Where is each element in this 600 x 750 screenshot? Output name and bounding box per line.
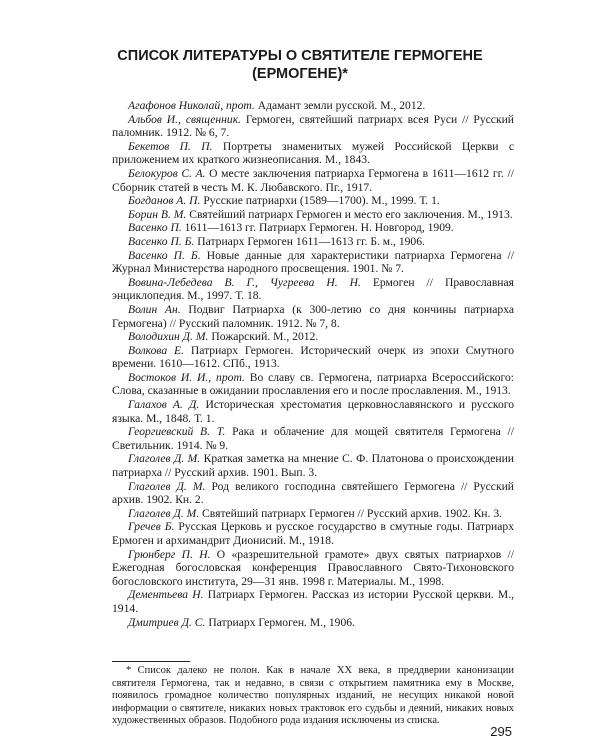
footnote: * Список далеко не полон. Как в начале ХХ века, в преддверии канонизации святителя Гермогена, так и недавно, в связи с открытием памятника ему в Москве, появилось громадное количество популярных изданий, не несущих никакой новой информации о святителе, никаких новых трактовок его судьбы и деяний, никаких новых художественных образов. Подобного рода издания исключены из списка. bbox=[112, 665, 514, 727]
entry-author: Глаголев Д. М. bbox=[128, 479, 206, 493]
page-title bbox=[100, 47, 500, 83]
entry-author: Гречев Б. bbox=[128, 520, 175, 534]
bibliography-entry bbox=[112, 452, 514, 479]
bibliography-entry bbox=[112, 371, 514, 398]
entry-text: 1611—1613 гг. Патриарх Гермоген. Н. Новгород, 1909. bbox=[181, 221, 454, 235]
entry-text: Патриарх Гермоген. Рассказ из истории Русской церкви. М., 1914. bbox=[112, 588, 514, 615]
footnote-divider bbox=[112, 661, 190, 662]
entry-author: Георгиевский В. Т. bbox=[128, 425, 226, 439]
entry-author: Грюнберг П. Н. bbox=[128, 547, 211, 561]
entry-author: Галахов А. Д. bbox=[128, 398, 200, 412]
entry-author: Бекетов П. П. bbox=[128, 139, 213, 153]
bibliography-entry bbox=[112, 425, 514, 452]
bibliography-entry bbox=[112, 588, 514, 615]
entry-author: Глаголев Д. М. bbox=[128, 452, 201, 466]
bibliography-entry bbox=[112, 221, 514, 235]
bibliography-entry bbox=[112, 520, 514, 547]
entry-author: Дементьева Н. bbox=[128, 588, 204, 602]
entry-author: Васенко П. bbox=[128, 221, 182, 235]
entry-author: Вовина-Лебедева В. Г., Чугреева Н. Н. bbox=[128, 275, 361, 289]
entry-author: Альбов И., священник. bbox=[128, 112, 242, 126]
bibliography-entry bbox=[112, 398, 514, 425]
bibliography-entry bbox=[112, 208, 514, 222]
entry-author: Борин В. М. bbox=[128, 207, 187, 221]
entry-text: Пожарский. М., 2012. bbox=[208, 330, 319, 344]
page-number: 295 bbox=[490, 724, 512, 739]
bibliography-entry bbox=[112, 344, 514, 371]
entry-author: Володихин Д. М. bbox=[128, 330, 209, 344]
entry-text: Ермоген // Православная энциклопедия. М., 1997. Т. 18. bbox=[112, 275, 514, 303]
entry-text: Адамант земли русской. М., 2012. bbox=[254, 99, 426, 112]
entry-author: Дмитриев Д. С. bbox=[128, 615, 206, 629]
entry-text: Портреты знаменитых мужей Российской Церкви с приложением их краткого жизнеописания. М., 1843. bbox=[112, 139, 514, 167]
entry-author: Волкова Е. bbox=[128, 343, 185, 357]
entry-author: Богданов А. П. bbox=[128, 194, 201, 208]
bibliography-entry bbox=[112, 194, 514, 208]
entry-text: Гермоген, святейший патриарх всея Руси // Русский паломник. 1912. № 6, 7. bbox=[112, 112, 514, 140]
bibliography-entry bbox=[112, 480, 514, 507]
entry-text: Русские патриархи (1589—1700). М., 1999. Т. 1. bbox=[200, 194, 440, 208]
entry-text: Святейший патриарх Гермоген и место его заключения. М., 1913. bbox=[186, 207, 513, 221]
bibliography-list bbox=[112, 99, 514, 629]
entry-author: Агафонов Николай, прот. bbox=[128, 99, 255, 112]
entry-text: Во славу св. Гермогена, патриарха Всероссийского: Слова, сказанные в ожидании прославления его и после прославления. М., 1913. bbox=[112, 370, 514, 398]
title-line-1: СПИСОК ЛИТЕРАТУРЫ О СВЯТИТЕЛЕ ГЕРМОГЕНЕ bbox=[117, 48, 483, 64]
bibliography-entry bbox=[112, 140, 514, 167]
bibliography-entry bbox=[112, 99, 514, 113]
title-line-2: (ЕРМОГЕНЕ)* bbox=[252, 66, 348, 82]
bibliography-entry bbox=[112, 507, 514, 521]
entry-text: Историческая хрестоматия церковнославянского и русского языка. М., 1848. Т. 1. bbox=[112, 398, 515, 425]
bibliography-entry bbox=[112, 113, 514, 140]
entry-author: Востоков И. И., прот. bbox=[128, 370, 245, 384]
entry-text: Патриарх Гермоген. Исторический очерк из эпохи Смутного времени. 1610—1612. СПб., 1913. bbox=[112, 343, 514, 371]
bibliography-entry bbox=[112, 330, 514, 344]
bibliography-entry bbox=[112, 235, 514, 249]
entry-author: Белокуров С. А. bbox=[128, 166, 206, 180]
entry-text: Краткая заметка на мнение С. Ф. Платонова о происхождении патриарха // Русский архив. 1901. Вып. 3. bbox=[112, 452, 514, 480]
bibliography-entry bbox=[112, 548, 514, 589]
bibliography-entry bbox=[112, 249, 514, 276]
entry-text: Рака и облачение для мощей святителя Гермогена // Светильник. 1914. № 9. bbox=[112, 425, 514, 452]
entry-text: Патриарх Гермоген. М., 1906. bbox=[205, 615, 355, 629]
bibliography-entry bbox=[112, 167, 514, 194]
entry-text: Подвиг Патриарха (к 300-летию со дня кончины патриарха Гермогена) // Русский паломник. 1912. № 7, 8. bbox=[112, 302, 514, 330]
entry-author: Васенко П. Б. bbox=[128, 234, 195, 248]
entry-author: Волин Ан. bbox=[128, 302, 181, 316]
entry-text: О «разрешительной грамоте» двух святых патриархов // Ежегодная богословская конференция Православного Свято-Тихоновского богословского института, 29—31 янв. 1998 г. Материалы. М., 1998. bbox=[112, 547, 514, 588]
bibliography-entry bbox=[112, 616, 514, 630]
entry-text: Святейший патриарх Гермоген // Русский архив. 1902. Кн. 3. bbox=[199, 506, 503, 520]
entry-author: Глаголев Д. М. bbox=[128, 506, 200, 520]
entry-text: Патриарх Гермоген 1611—1613 гг. Б. м., 1906. bbox=[194, 234, 425, 248]
entry-text: Новые данные для характеристики патриарха Гермогена // Журнал Министерства народного просвещения. 1901. № 7. bbox=[112, 248, 514, 276]
entry-text: Род великого господина святейшего Гермогена // Русский архив. 1902. Кн. 2. bbox=[112, 479, 514, 507]
entry-author: Васенко П. Б. bbox=[128, 248, 201, 262]
bibliography-entry bbox=[112, 276, 514, 303]
entry-text: О месте заключения патриарха Гермогена в 1611—1612 гг. // Сборник статей в честь М. К. Любавского. Пг., 1917. bbox=[112, 166, 514, 194]
bibliography-entry bbox=[112, 303, 514, 330]
entry-text: Русская Церковь и русское государство в смутные годы. Патриарх Ермоген и архимандрит Дионисий. М., 1918. bbox=[112, 520, 514, 547]
